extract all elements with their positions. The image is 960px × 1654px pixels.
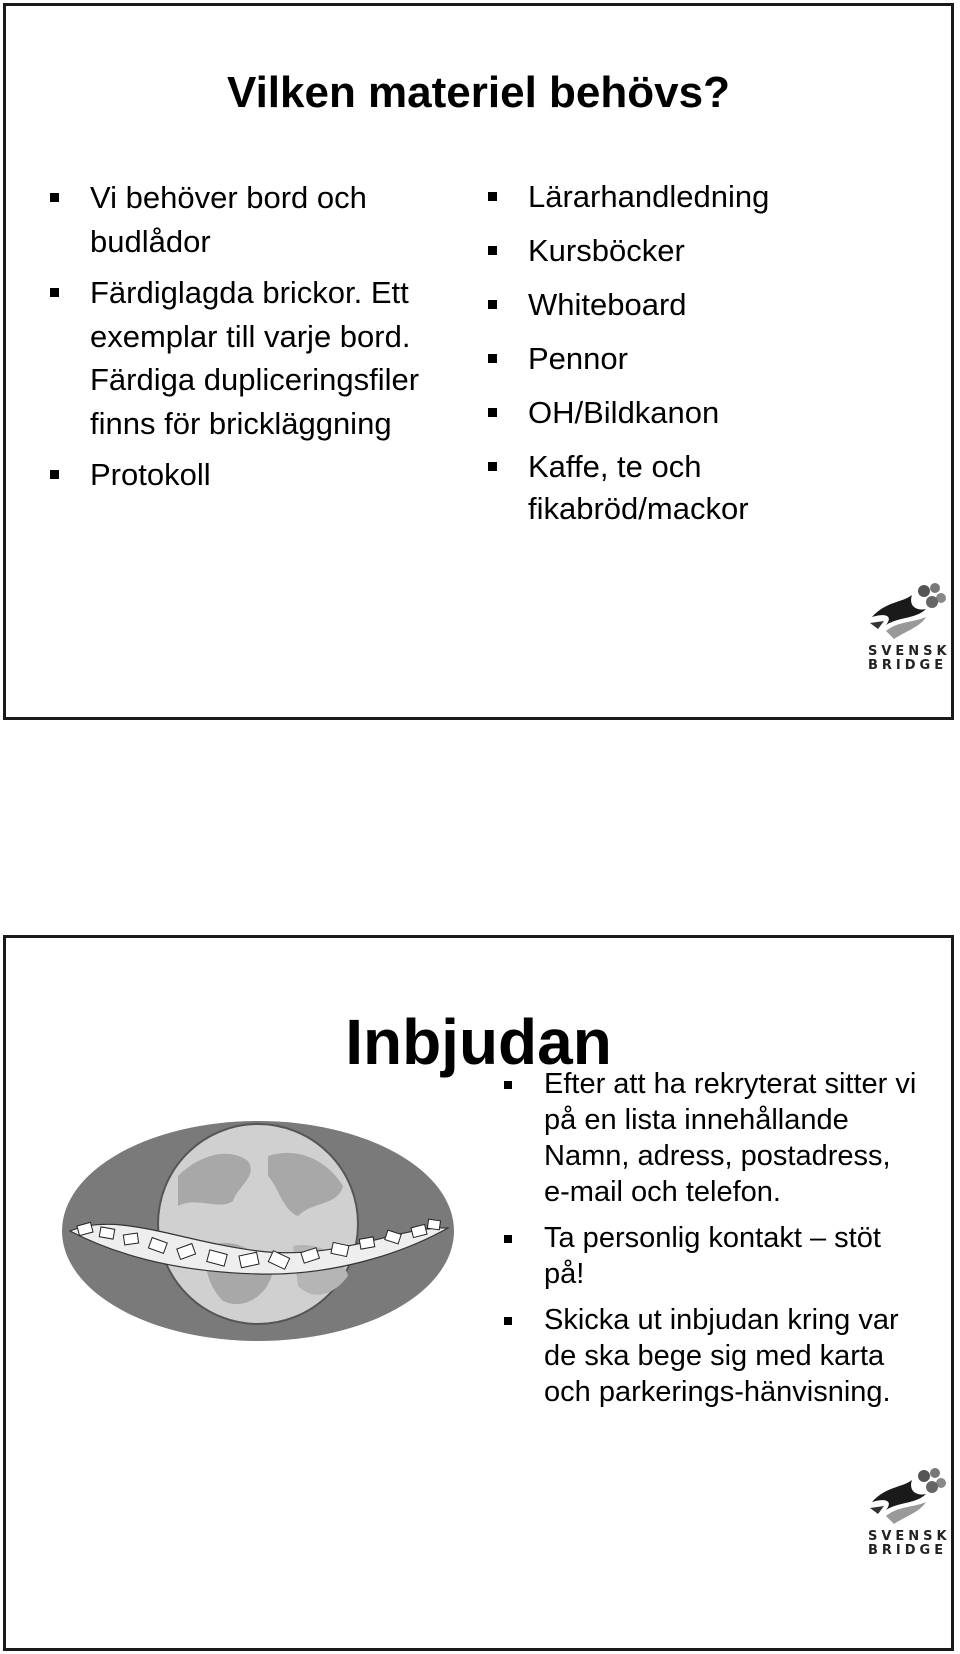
logo-line-svensk: SVENSK (868, 1529, 951, 1544)
logo-mark-icon (868, 581, 948, 645)
logo-mark-icon (868, 1466, 948, 1530)
slide-title: Vilken materiel behövs? (227, 68, 730, 117)
list-item: Whiteboard (488, 284, 888, 326)
slide-inbjudan (3, 935, 954, 1651)
globe-cards-clipart (58, 1116, 458, 1346)
slide-materiel (3, 3, 954, 720)
logo-line-bridge: BRIDGE (868, 658, 948, 673)
left-bullet-list (50, 176, 450, 505)
svensk-bridge-logo (868, 581, 951, 673)
list-item: Protokoll (50, 453, 450, 497)
list-item: Lärarhandledning (488, 176, 888, 218)
list-item: Kursböcker (488, 230, 888, 272)
list-item: Pennor (488, 338, 888, 380)
right-bullet-list (488, 176, 888, 542)
slide-title: Inbjudan (345, 1006, 612, 1078)
list-item: OH/Bildkanon (488, 392, 888, 434)
list-item: Ta personlig kontakt – stöt på! (504, 1220, 924, 1292)
list-item: Skicka ut inbjudan kring var de ska bege sig med karta och parkerings-hänvisning. (504, 1302, 924, 1410)
logo-line-svensk: SVENSK (868, 644, 951, 659)
invitation-bullet-list (504, 1066, 924, 1420)
logo-line-bridge: BRIDGE (868, 1543, 948, 1558)
svensk-bridge-logo (868, 1466, 951, 1558)
list-item: Kaffe, te och fikabröd/mackor (488, 446, 888, 530)
list-item: Efter att ha rekryterat sitter vi på en lista innehållande Namn, adress, postadress, e-mail och telefon. (504, 1066, 924, 1210)
list-item: Färdiglagda brickor. Ett exemplar till varje bord. Färdiga dupliceringsfiler finns för brickläggning (50, 271, 450, 445)
list-item: Vi behöver bord och budlådor (50, 176, 450, 263)
